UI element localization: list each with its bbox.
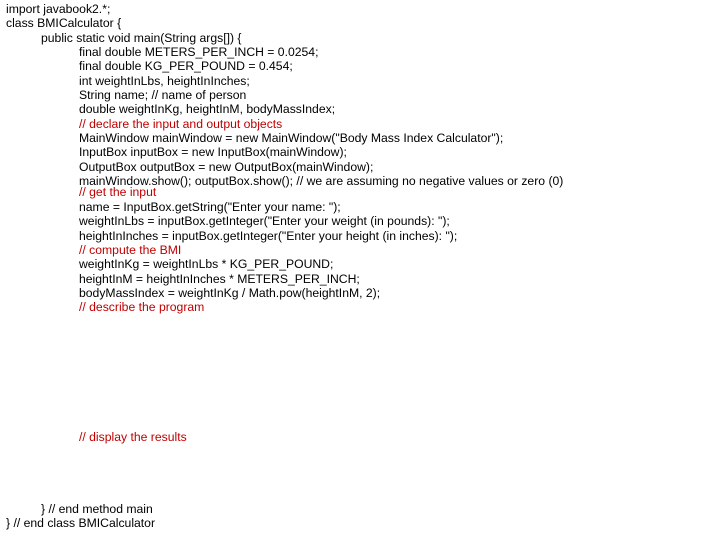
code-line-end-method: } // end method main [41,502,153,516]
code-line-meters-per-inch: final double METERS_PER_INCH = 0.0254; [79,45,319,59]
comment-display-results: // display the results [79,430,187,444]
comment-compute-bmi: // compute the BMI [79,243,182,257]
code-line-main-window: MainWindow mainWindow = new MainWindow("Body Mass Index Calculator"); [79,131,504,145]
code-line-get-height: heightInInches = inputBox.getInteger("Enter your height (in inches): "); [79,229,458,243]
code-line-height-m: heightInM = heightInInches * METERS_PER_INCH; [79,272,360,286]
code-line-weight-kg: weightInKg = weightInLbs * KG_PER_POUND; [79,257,334,271]
code-line-end-class: } // end class BMICalculator [6,516,156,530]
code-line-body-mass-index: bodyMassIndex = weightInKg / Math.pow(heightInM, 2); [79,286,381,300]
comment-describe-program: // describe the program [79,300,205,314]
code-line-main-method: public static void main(String args[]) { [41,31,242,45]
code-line-import: import javabook2.*; [6,2,111,16]
code-line-int-declaration: int weightInLbs, heightInInches; [79,74,250,88]
code-line-class-declaration: class BMICalculator { [6,16,122,30]
code-line-kg-per-pound: final double KG_PER_POUND = 0.454; [79,59,293,73]
code-line-double-declaration: double weightInKg, heightInM, bodyMassIndex; [79,102,336,116]
code-line-input-box: InputBox inputBox = new InputBox(mainWindow); [79,145,347,159]
code-line-output-box: OutputBox outputBox = new OutputBox(mainWindow); [79,160,374,174]
code-line-get-weight: weightInLbs = inputBox.getInteger("Enter your weight (in pounds): "); [79,214,450,228]
comment-get-input: // get the input [79,185,157,199]
code-line-string-name: String name; // name of person [79,88,247,102]
code-line-get-name: name = InputBox.getString("Enter your name: "); [79,200,341,214]
comment-declare-objects: // declare the input and output objects [79,117,283,131]
code-line-show-windows: mainWindow.show(); outputBox.show(); // we are assuming no negative values or zero (0) [79,174,564,188]
